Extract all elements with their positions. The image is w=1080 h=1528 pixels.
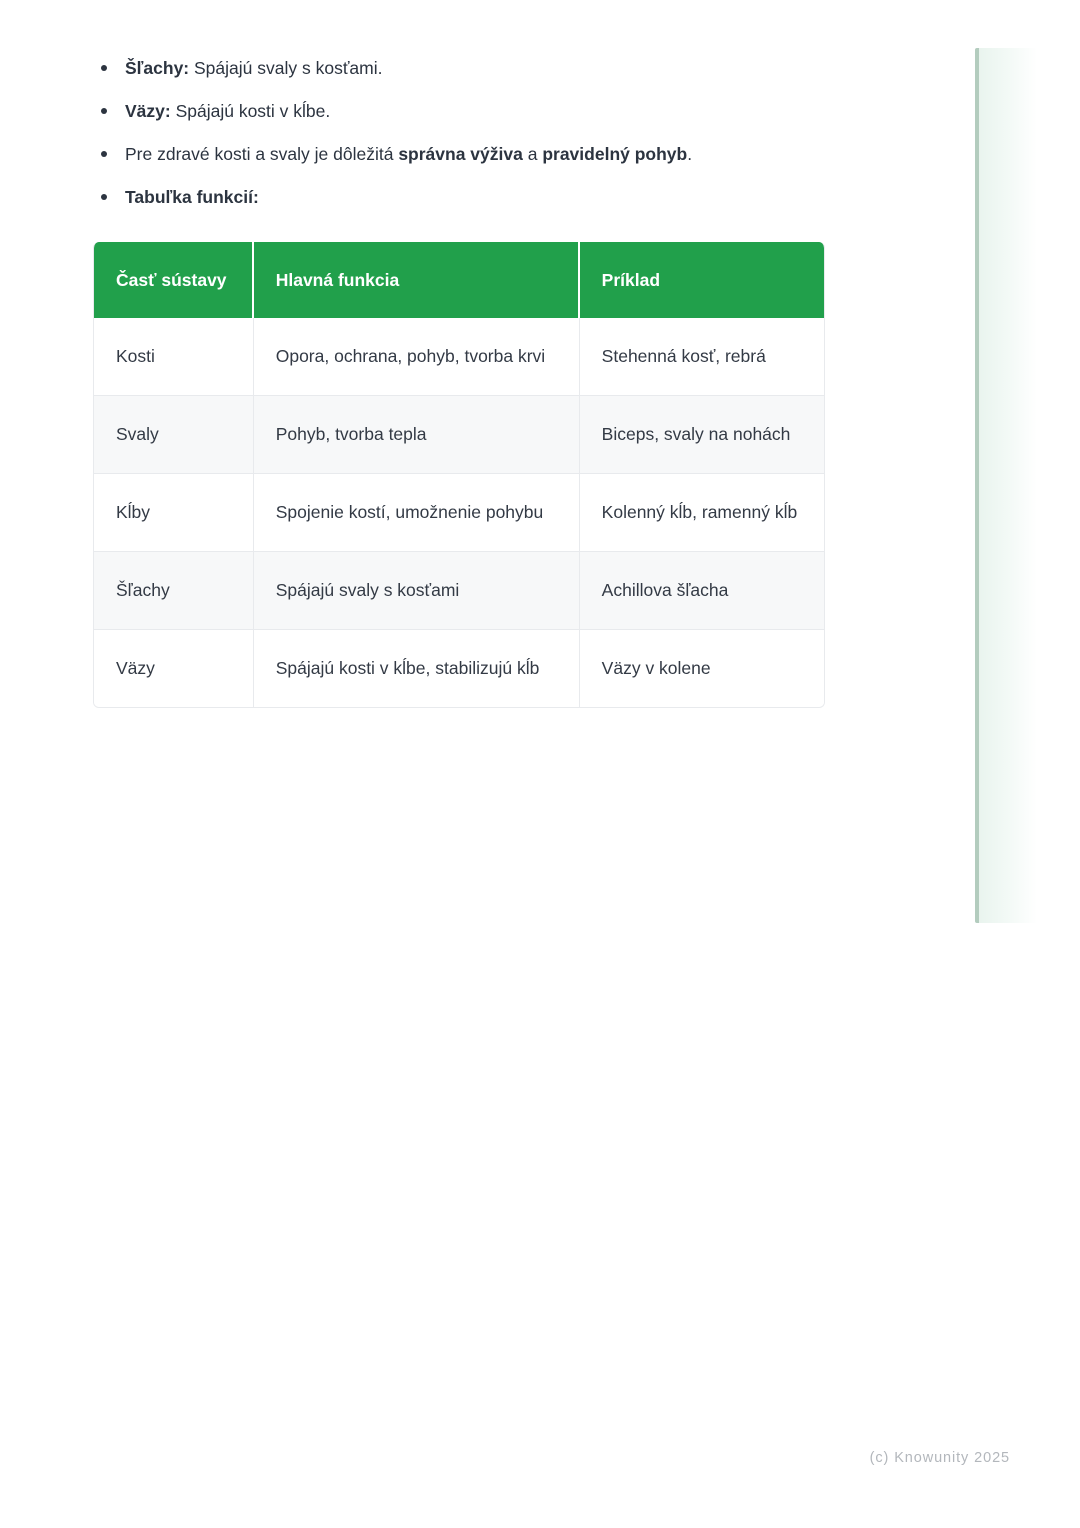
bullet-marker-icon xyxy=(101,65,107,71)
table-header-cell: Príklad xyxy=(580,242,824,318)
bullet-item xyxy=(93,141,825,167)
table-row xyxy=(94,630,824,707)
copyright-footer: (c) Knowunity 2025 xyxy=(869,1450,1010,1466)
table-cell: Kĺby xyxy=(94,474,254,552)
bullet-text: a xyxy=(522,144,543,164)
table-header-row xyxy=(94,242,824,318)
table-cell: Spojenie kostí, umožnenie pohybu xyxy=(254,474,580,552)
table-cell: Stehenná kosť, rebrá xyxy=(580,318,824,396)
functions-table xyxy=(94,242,824,707)
table-cell: Šľachy xyxy=(94,552,254,630)
table-row xyxy=(94,552,824,630)
bullet-text: Pre zdravé kosti a svaly je dôležitá xyxy=(125,144,399,164)
table-cell: Kosti xyxy=(94,318,254,396)
table-cell: Spájajú kosti v kĺbe, stabilizujú kĺb xyxy=(254,630,580,707)
table-row xyxy=(94,474,824,552)
bullet-text: Spájajú kosti v kĺbe. xyxy=(175,101,331,121)
bullet-text-bold: pravidelný pohyb xyxy=(542,144,688,164)
bullet-marker-icon xyxy=(101,108,107,114)
table-cell: Kolenný kĺb, ramenný kĺb xyxy=(580,474,824,552)
bullet-text-bold: Tabuľka funkcií: xyxy=(125,187,259,207)
page-edge-decoration xyxy=(975,48,1037,923)
table-cell: Väzy v kolene xyxy=(580,630,824,707)
table-header-cell: Časť sústavy xyxy=(94,242,254,318)
bullet-marker-icon xyxy=(101,194,107,200)
bullet-text-bold: správna výživa xyxy=(398,144,523,164)
bullet-item xyxy=(93,55,825,81)
table-cell: Pohyb, tvorba tepla xyxy=(254,396,580,474)
bullet-text: Spájajú svaly s kosťami. xyxy=(194,58,383,78)
bullet-item xyxy=(93,98,825,124)
page-content xyxy=(93,55,825,708)
bullet-list xyxy=(93,55,825,210)
table-cell: Opora, ochrana, pohyb, tvorba krvi xyxy=(254,318,580,396)
table-row xyxy=(94,318,824,396)
table-row xyxy=(94,396,824,474)
table-cell: Spájajú svaly s kosťami xyxy=(254,552,580,630)
bullet-item xyxy=(93,184,825,210)
bullet-text: . xyxy=(687,144,693,164)
bullet-text-bold: Šľachy: xyxy=(125,58,194,78)
functions-table-wrapper xyxy=(93,242,825,708)
table-cell: Svaly xyxy=(94,396,254,474)
bullet-text-bold: Väzy: xyxy=(125,101,176,121)
table-body xyxy=(94,318,824,707)
table-cell: Achillova šľacha xyxy=(580,552,824,630)
table-cell: Väzy xyxy=(94,630,254,707)
table-cell: Biceps, svaly na nohách xyxy=(580,396,824,474)
table-header-cell: Hlavná funkcia xyxy=(254,242,580,318)
bullet-marker-icon xyxy=(101,151,107,157)
